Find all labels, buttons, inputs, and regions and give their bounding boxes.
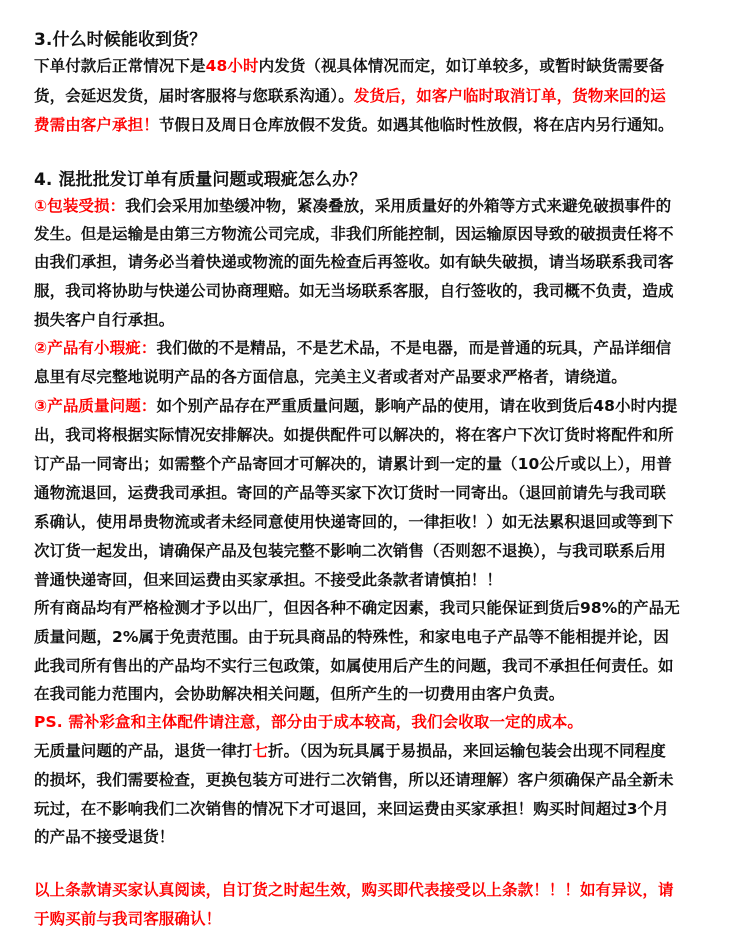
packaging-line-3: 由我们承担，请务必当着快递或物流的面先检查后再签收。如有缺失破损，请当场联系我司客 [34,253,674,271]
quality-line-3: 订产品一同寄出；如需整个产品寄回才可解决的，请累计到一定的量（10公斤或以上），用普 [34,455,673,473]
section4-title: 4. 混批批发订单有质量问题或瑕疵怎么办？ [34,170,367,190]
text: 折。（因为玩具属于易损品，来回运输包装会出现不同程度 [268,742,666,760]
quality-line-5: 系确认，使用昂贵物流或者未经同意使用快递寄回的，一律拒收！）如无法累积退回或等到下 [34,513,674,531]
highlight-48h: 48小时 [205,57,259,75]
quality-line-6: 次订货一起发出，请确保产品及包装完整不影响二次销售（否则恕不退换），与我司联系后用 [34,542,666,560]
packaging-line-2: 发生。但是运输是由第三方物流公司完成，非我们所能控制，因运输原因导致的破损责任将不 [34,225,674,243]
packaging-label: ①包装受损： [34,197,126,215]
return-line-4: 的产品不接受退货！ [34,828,175,846]
text: 节假日及周日仓库放假不发货。如遇其他临时性放假，将在店内另行通知。 [158,116,674,134]
footer-notice-line-1: 以上条款请买家认真阅读，自订货之时起生效，购买即代表接受以上条款！！！如有异议，请 [34,881,674,899]
quality-line-4: 通物流退回，运费我司承担。寄回的产品等买家下次订货时一同寄出。（退回前请先与我司联 [34,484,666,502]
section3-line-1 [34,56,734,76]
text: 内发货（视具体情况而定，如订单较多，或暂时缺货需要备 [258,57,665,75]
flaw-label: ②产品有小瑕疵： [34,339,157,357]
return-line-3: 玩过，在不影响我们二次销售的情况下才可退回，来回运费由买家承担！购买时间超过3个月 [34,800,669,818]
quality-line-2: 出，我司将根据实际情况安排解决。如提供配件可以解决的，将在客户下次订货时将配件和所 [34,426,674,444]
text: 如个别产品存在严重质量问题，影响产品的使用，请在收到货后48小时内提 [156,397,678,415]
packaging-line-5: 损失客户自行承担。 [34,311,175,329]
return-line-1 [34,741,734,761]
section3-line-2 [34,86,734,106]
quality-line-7: 普通快递寄回，但来回运费由买家承担。不接受此条款者请慎拍！！ [34,571,503,589]
section3-title: 3.什么时候能收到货？ [34,30,207,50]
quality-line-1 [34,396,734,416]
section3-line-3 [34,115,734,135]
discount-highlight: 七 [252,742,269,760]
flaw-line-1 [34,338,734,358]
inspection-line-2: 质量问题，2%属于免责范围。由于玩具商品的特殊性，和家电电子产品等不能相提并论，因 [34,628,669,646]
quality-label: ③产品质量问题： [34,397,157,415]
flaw-line-2: 息里有尽完整地说明产品的各方面信息，完美主义者或者对产品要求严格者，请绕道。 [34,368,627,386]
text: 货，会延迟发货，届时客服将与您联系沟通）。 [34,87,354,105]
warning-text: 费需由客户承担！ [34,116,159,134]
ps-note: PS. 需补彩盒和主体配件请注意，部分由于成本较高，我们会收取一定的成本。 [34,713,584,731]
footer-notice-line-2: 于购买前与我司客服确认！ [34,910,222,928]
text: 无质量问题的产品，退货一律打 [34,742,253,760]
packaging-line-4: 服，我司将协助与快递公司协商理赔。如无当场联系客服，自行签收的，我司概不负责，造成 [34,282,674,300]
text: 下单付款后正常情况下是 [34,57,206,75]
inspection-line-1: 所有商品均有严格检测才予以出厂，但因各种不确定因素，我司只能保证到货后98%的产品无 [34,599,680,617]
text: 我们会采用加垫缓冲物，紧凑叠放，采用质量好的外箱等方式来避免破损事件的 [125,197,672,215]
warning-text: 发货后，如客户临时取消订单，货物来回的运 [353,87,666,105]
packaging-line-1 [34,196,734,216]
return-line-2: 的损坏，我们需要检查，更换包装方可进行二次销售，所以还请理解）客户须确保产品全新未 [34,771,674,789]
inspection-line-3: 此我司所有售出的产品均不实行三包政策，如属使用后产生的问题，我司不承担任何责任。如 [34,657,674,675]
inspection-line-4: 在我司能力范围内，会协助解决相关问题，但所产生的一切费用由客户负责。 [34,685,565,703]
text: 我们做的不是精品，不是艺术品，不是电器，而是普通的玩具，产品详细信 [156,339,672,357]
